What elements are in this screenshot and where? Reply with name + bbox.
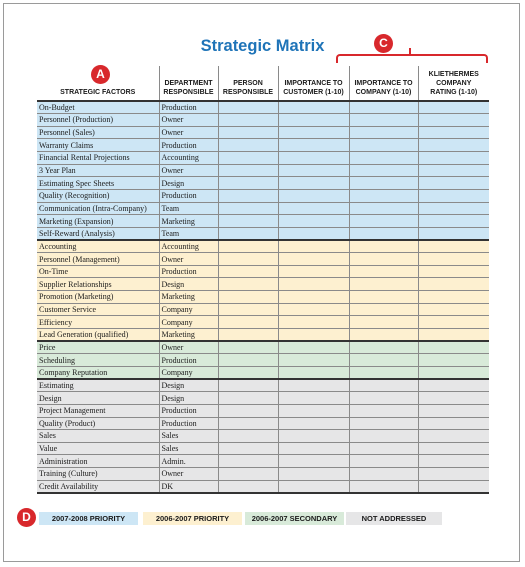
cell-importance-company[interactable]: [349, 215, 418, 228]
cell-department: Production: [159, 265, 218, 278]
cell-department: Marketing: [159, 215, 218, 228]
table-row: [37, 455, 489, 468]
table-row: [37, 442, 489, 455]
cell-strategic-factor: Marketing (Expansion): [37, 215, 159, 228]
cell-importance-customer[interactable]: [278, 227, 349, 240]
cell-importance-company[interactable]: [349, 468, 418, 481]
cell-importance-company[interactable]: [349, 253, 418, 266]
cell-importance-customer[interactable]: [278, 341, 349, 354]
cell-strategic-factor: Lead Generation (qualified): [37, 329, 159, 342]
cell-importance-company[interactable]: [349, 202, 418, 215]
cell-importance-customer[interactable]: [278, 480, 349, 493]
cell-importance-customer[interactable]: [278, 291, 349, 304]
cell-importance-company[interactable]: [349, 101, 418, 114]
cell-importance-customer[interactable]: [278, 253, 349, 266]
cell-strategic-factor: On-Time: [37, 265, 159, 278]
cell-kliethermes-rating[interactable]: [418, 455, 489, 468]
legend-not-addressed: NOT ADDRESSED: [346, 512, 442, 525]
cell-person[interactable]: [218, 442, 278, 455]
cell-importance-company[interactable]: [349, 341, 418, 354]
cell-kliethermes-rating[interactable]: [418, 354, 489, 367]
cell-kliethermes-rating[interactable]: [418, 164, 489, 177]
table-row: [37, 139, 489, 152]
cell-importance-customer[interactable]: [278, 379, 349, 392]
header-importance-company: IMPORTANCE TO COMPANY (1-10): [349, 66, 418, 101]
cell-importance-company[interactable]: [349, 316, 418, 329]
cell-strategic-factor: Quality (Recognition): [37, 189, 159, 202]
table-row: [37, 227, 489, 240]
cell-importance-customer[interactable]: [278, 404, 349, 417]
cell-importance-customer[interactable]: [278, 164, 349, 177]
table-row: [37, 303, 489, 316]
cell-person[interactable]: [218, 430, 278, 443]
cell-kliethermes-rating[interactable]: [418, 430, 489, 443]
cell-department: Marketing: [159, 329, 218, 342]
cell-strategic-factor: Estimating: [37, 379, 159, 392]
cell-department: Design: [159, 177, 218, 190]
cell-kliethermes-rating[interactable]: [418, 366, 489, 379]
cell-department: Owner: [159, 468, 218, 481]
cell-department: Team: [159, 227, 218, 240]
cell-strategic-factor: Customer Service: [37, 303, 159, 316]
cell-importance-company[interactable]: [349, 303, 418, 316]
cell-importance-company[interactable]: [349, 379, 418, 392]
cell-importance-company[interactable]: [349, 417, 418, 430]
cell-kliethermes-rating[interactable]: [418, 341, 489, 354]
cell-importance-company[interactable]: [349, 114, 418, 127]
cell-person[interactable]: [218, 303, 278, 316]
cell-kliethermes-rating[interactable]: [418, 404, 489, 417]
cell-strategic-factor: Supplier Relationships: [37, 278, 159, 291]
cell-kliethermes-rating[interactable]: [418, 139, 489, 152]
cell-department: Owner: [159, 114, 218, 127]
table-row: [37, 240, 489, 253]
cell-person[interactable]: [218, 341, 278, 354]
cell-importance-customer[interactable]: [278, 442, 349, 455]
table-row: [37, 468, 489, 481]
cell-kliethermes-rating[interactable]: [418, 202, 489, 215]
cell-department: Company: [159, 366, 218, 379]
cell-importance-company[interactable]: [349, 366, 418, 379]
cell-importance-company[interactable]: [349, 430, 418, 443]
header-kliethermes-rating: KLIETHERMES COMPANY RATING (1-10): [418, 66, 489, 101]
cell-importance-customer[interactable]: [278, 139, 349, 152]
cell-importance-company[interactable]: [349, 164, 418, 177]
cell-department: DK: [159, 480, 218, 493]
table-row: [37, 278, 489, 291]
cell-person[interactable]: [218, 404, 278, 417]
row-group-2006p: [37, 240, 489, 341]
cell-person[interactable]: [218, 468, 278, 481]
cell-department: Company: [159, 303, 218, 316]
cell-kliethermes-rating[interactable]: [418, 240, 489, 253]
cell-kliethermes-rating[interactable]: [418, 379, 489, 392]
cell-strategic-factor: On-Budget: [37, 101, 159, 114]
table-row: [37, 404, 489, 417]
cell-department: Marketing: [159, 291, 218, 304]
cell-department: Design: [159, 379, 218, 392]
table-row: [37, 202, 489, 215]
cell-importance-customer[interactable]: [278, 366, 349, 379]
header-row: [37, 66, 489, 101]
cell-department: Sales: [159, 442, 218, 455]
cell-importance-company[interactable]: [349, 480, 418, 493]
cell-person[interactable]: [218, 152, 278, 165]
cell-importance-customer[interactable]: [278, 329, 349, 342]
cell-person[interactable]: [218, 278, 278, 291]
cell-kliethermes-rating[interactable]: [418, 126, 489, 139]
table-row: [37, 417, 489, 430]
table-row: [37, 265, 489, 278]
cell-strategic-factor: Personnel (Management): [37, 253, 159, 266]
cell-person[interactable]: [218, 265, 278, 278]
row-group-na: [37, 379, 489, 493]
table-row: [37, 291, 489, 304]
cell-importance-company[interactable]: [349, 126, 418, 139]
cell-kliethermes-rating[interactable]: [418, 316, 489, 329]
cell-strategic-factor: Promotion (Marketing): [37, 291, 159, 304]
cell-importance-customer[interactable]: [278, 468, 349, 481]
cell-strategic-factor: Value: [37, 442, 159, 455]
table-row: [37, 177, 489, 190]
cell-importance-company[interactable]: [349, 265, 418, 278]
cell-importance-customer[interactable]: [278, 392, 349, 405]
cell-kliethermes-rating[interactable]: [418, 442, 489, 455]
cell-strategic-factor: Price: [37, 341, 159, 354]
cell-department: Sales: [159, 430, 218, 443]
cell-department: Design: [159, 392, 218, 405]
marker-c: C: [374, 34, 393, 53]
cell-importance-company[interactable]: [349, 404, 418, 417]
cell-kliethermes-rating[interactable]: [418, 468, 489, 481]
cell-importance-company[interactable]: [349, 442, 418, 455]
cell-department: Production: [159, 189, 218, 202]
cell-strategic-factor: Self-Reward (Analysis): [37, 227, 159, 240]
header-person-responsible: PERSON RESPONSIBLE: [218, 66, 278, 101]
cell-department: Production: [159, 417, 218, 430]
cell-department: Production: [159, 101, 218, 114]
cell-kliethermes-rating[interactable]: [418, 329, 489, 342]
cell-person[interactable]: [218, 227, 278, 240]
table-row: [37, 253, 489, 266]
cell-person[interactable]: [218, 354, 278, 367]
cell-kliethermes-rating[interactable]: [418, 189, 489, 202]
cell-person[interactable]: [218, 177, 278, 190]
cell-strategic-factor: Administration: [37, 455, 159, 468]
cell-strategic-factor: Company Reputation: [37, 366, 159, 379]
cell-strategic-factor: Scheduling: [37, 354, 159, 367]
cell-kliethermes-rating[interactable]: [418, 152, 489, 165]
cell-department: Production: [159, 404, 218, 417]
row-group-2006s: [37, 341, 489, 379]
cell-importance-customer[interactable]: [278, 114, 349, 127]
cell-department: Production: [159, 354, 218, 367]
cell-strategic-factor: 3 Year Plan: [37, 164, 159, 177]
cell-kliethermes-rating[interactable]: [418, 303, 489, 316]
cell-kliethermes-rating[interactable]: [418, 278, 489, 291]
cell-person[interactable]: [218, 164, 278, 177]
cell-importance-customer[interactable]: [278, 316, 349, 329]
cell-department: Owner: [159, 164, 218, 177]
cell-kliethermes-rating[interactable]: [418, 417, 489, 430]
cell-person[interactable]: [218, 253, 278, 266]
cell-person[interactable]: [218, 366, 278, 379]
header-strategic-factors: STRATEGIC FACTORS: [60, 89, 136, 96]
table-row: [37, 354, 489, 367]
cell-department: Company: [159, 316, 218, 329]
legend-2006-2007-secondary: 2006-2007 SECONDARY: [245, 512, 344, 525]
cell-person[interactable]: [218, 126, 278, 139]
cell-importance-company[interactable]: [349, 392, 418, 405]
legend-2007-2008-priority: 2007-2008 PRIORITY: [39, 512, 138, 525]
cell-kliethermes-rating[interactable]: [418, 265, 489, 278]
cell-department: Design: [159, 278, 218, 291]
cell-person[interactable]: [218, 101, 278, 114]
cell-kliethermes-rating[interactable]: [418, 177, 489, 190]
cell-department: Owner: [159, 341, 218, 354]
cell-importance-company[interactable]: [349, 240, 418, 253]
cell-person[interactable]: [218, 455, 278, 468]
header-department-responsible: DEPARTMENT RESPONSIBLE: [159, 66, 218, 101]
cell-department: Accounting: [159, 240, 218, 253]
cell-strategic-factor: Estimating Spec Sheets: [37, 177, 159, 190]
cell-department: Accounting: [159, 152, 218, 165]
table-row: [37, 164, 489, 177]
table-row: [37, 329, 489, 342]
cell-importance-company[interactable]: [349, 354, 418, 367]
cell-strategic-factor: Efficiency: [37, 316, 159, 329]
table-row: [37, 392, 489, 405]
cell-importance-customer[interactable]: [278, 215, 349, 228]
cell-importance-company[interactable]: [349, 278, 418, 291]
cell-importance-company[interactable]: [349, 329, 418, 342]
table-row: [37, 101, 489, 114]
cell-strategic-factor: Training (Culture): [37, 468, 159, 481]
cell-importance-customer[interactable]: [278, 278, 349, 291]
cell-importance-customer[interactable]: [278, 101, 349, 114]
cell-importance-company[interactable]: [349, 291, 418, 304]
cell-importance-company[interactable]: [349, 177, 418, 190]
table-row: [37, 366, 489, 379]
cell-importance-customer[interactable]: [278, 189, 349, 202]
cell-kliethermes-rating[interactable]: [418, 392, 489, 405]
cell-kliethermes-rating[interactable]: [418, 227, 489, 240]
cell-department: Admin.: [159, 455, 218, 468]
cell-importance-customer[interactable]: [278, 455, 349, 468]
cell-person[interactable]: [218, 240, 278, 253]
cell-strategic-factor: Sales: [37, 430, 159, 443]
cell-kliethermes-rating[interactable]: [418, 114, 489, 127]
page-title: Strategic Matrix: [200, 37, 325, 55]
cell-person[interactable]: [218, 291, 278, 304]
cell-strategic-factor: Quality (Product): [37, 417, 159, 430]
cell-kliethermes-rating[interactable]: [418, 291, 489, 304]
table-row: [37, 126, 489, 139]
cell-importance-customer[interactable]: [278, 417, 349, 430]
table-row: [37, 480, 489, 493]
cell-importance-customer[interactable]: [278, 202, 349, 215]
cell-person[interactable]: [218, 329, 278, 342]
cell-importance-company[interactable]: [349, 455, 418, 468]
cell-strategic-factor: Design: [37, 392, 159, 405]
table-row: [37, 215, 489, 228]
cell-department: Production: [159, 139, 218, 152]
cell-strategic-factor: Personnel (Sales): [37, 126, 159, 139]
cell-strategic-factor: Accounting: [37, 240, 159, 253]
column-group-bracket: [336, 54, 488, 63]
cell-kliethermes-rating[interactable]: [418, 215, 489, 228]
cell-strategic-factor: Communication (Intra-Company): [37, 202, 159, 215]
header-importance-customer: IMPORTANCE TO CUSTOMER (1-10): [278, 66, 349, 101]
table-row: [37, 152, 489, 165]
cell-strategic-factor: Warranty Claims: [37, 139, 159, 152]
cell-importance-customer[interactable]: [278, 126, 349, 139]
cell-kliethermes-rating[interactable]: [418, 253, 489, 266]
cell-person[interactable]: [218, 215, 278, 228]
cell-importance-customer[interactable]: [278, 354, 349, 367]
cell-strategic-factor: Personnel (Production): [37, 114, 159, 127]
table-row: [37, 316, 489, 329]
cell-department: Owner: [159, 253, 218, 266]
cell-importance-company[interactable]: [349, 139, 418, 152]
cell-person[interactable]: [218, 417, 278, 430]
cell-strategic-factor: Project Management: [37, 404, 159, 417]
cell-person[interactable]: [218, 202, 278, 215]
row-group-2007: [37, 101, 489, 240]
cell-person[interactable]: [218, 316, 278, 329]
marker-a: A: [91, 65, 110, 84]
cell-importance-customer[interactable]: [278, 265, 349, 278]
cell-importance-customer[interactable]: [278, 240, 349, 253]
cell-person[interactable]: [218, 139, 278, 152]
cell-importance-customer[interactable]: [278, 152, 349, 165]
cell-kliethermes-rating[interactable]: [418, 480, 489, 493]
table-row: [37, 341, 489, 354]
cell-importance-customer[interactable]: [278, 430, 349, 443]
cell-person[interactable]: [218, 114, 278, 127]
cell-importance-customer[interactable]: [278, 303, 349, 316]
cell-department: Team: [159, 202, 218, 215]
cell-person[interactable]: [218, 189, 278, 202]
legend-2006-2007-priority: 2006-2007 PRIORITY: [143, 512, 242, 525]
cell-person[interactable]: [218, 379, 278, 392]
cell-person[interactable]: [218, 480, 278, 493]
table-row: [37, 379, 489, 392]
cell-strategic-factor: Financial Rental Projections: [37, 152, 159, 165]
table-row: [37, 430, 489, 443]
marker-d: D: [17, 508, 36, 527]
strategic-matrix-table: [37, 66, 489, 494]
cell-importance-customer[interactable]: [278, 177, 349, 190]
table-row: [37, 189, 489, 202]
cell-importance-company[interactable]: [349, 227, 418, 240]
cell-person[interactable]: [218, 392, 278, 405]
cell-importance-company[interactable]: [349, 189, 418, 202]
cell-importance-company[interactable]: [349, 152, 418, 165]
cell-kliethermes-rating[interactable]: [418, 101, 489, 114]
table-row: [37, 114, 489, 127]
cell-strategic-factor: Credit Availability: [37, 480, 159, 493]
cell-department: Owner: [159, 126, 218, 139]
